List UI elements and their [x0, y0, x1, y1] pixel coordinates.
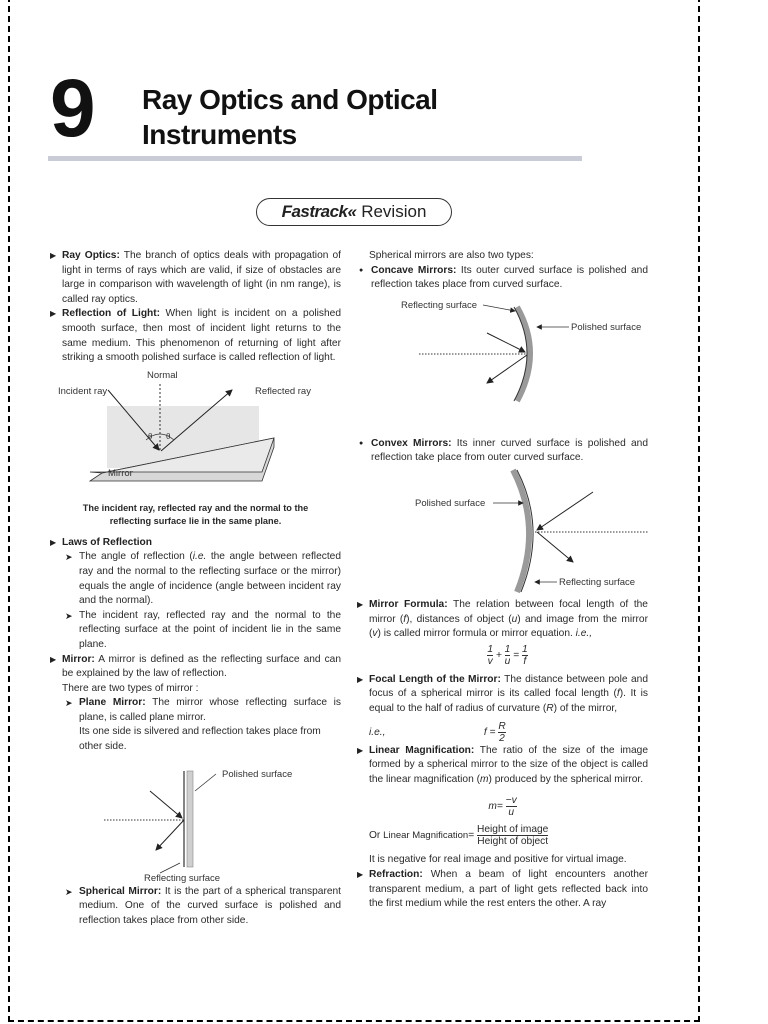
focal-length-item: ▶ Focal Length of the Mirror: The distance between pole and focus of a spherical mirror is its called focal length (f). It is equal to the half of radius of curvature (R) of the mirror,: [357, 673, 648, 717]
reflected-ray-plane: [156, 820, 184, 850]
incident-ray-concave: [487, 333, 525, 352]
reflection-item: [50, 307, 341, 365]
laws-term: Laws of Reflection: [62, 536, 153, 548]
laws-heading: [50, 536, 341, 551]
diagram-caption: The incident ray, reflected ray and the normal to the reflecting surface lie in the same plane.: [82, 502, 309, 526]
concave-polished-label: Polished surface: [571, 321, 642, 333]
mirror-term: Mirror:: [62, 653, 95, 665]
normal-label: Normal: [147, 369, 178, 381]
concave-item: ● Concave Mirrors: Its outer curved surface is polished and reflection takes place from curved surface.: [357, 264, 648, 293]
badge-label: Revision: [361, 202, 427, 221]
polished-surface-label: Polished surface: [222, 768, 293, 780]
reflected-ray-label: Reflected ray: [255, 385, 311, 397]
chapter-title: [142, 82, 438, 152]
law-item-1: ➤ The angle of reflection (i.e. the angle between reflected ray and the normal to the reflecting surface or the mirror) equals the angle of incidence (angle between incident ray and the normal).: [50, 550, 341, 608]
reflected-ray-convex: [537, 532, 573, 562]
ray-optics-text: The branch of optics deals with propagation of light in terms of rays which are valid, if size of obstacles are large in comparison with wavelength of light (in nm range), is called ray optics.: [62, 250, 341, 305]
plane-mirror-term: Plane Mirror:: [79, 697, 146, 709]
spherical-mirror-item: ➤ Spherical Mirror: It is the part of a spherical transparent medium. One of the curved surface is polished and reflection takes place from other side.: [50, 885, 341, 929]
focal-length-term: Focal Length of the Mirror:: [369, 673, 501, 685]
convex-reflecting-label: Reflecting surface: [559, 576, 636, 588]
focal-length-equation: i.e., f = $\frac{R}{2}$: [369, 720, 506, 744]
reflecting-surface-label: Reflecting surface: [144, 872, 221, 884]
ray-optics-term: Ray Optics:: [62, 250, 120, 261]
chapter-number: 9: [50, 63, 96, 154]
mirror-label: Mirror: [108, 467, 133, 479]
chapter-title-line2: Instruments: [142, 119, 297, 150]
concave-reflecting-label: Reflecting surface: [401, 299, 478, 311]
title-divider: [48, 156, 582, 161]
plane-mirror: [187, 771, 193, 867]
law-item-2: ➤ The incident ray, reflected ray and the normal to the reflecting surface at the point of incident lie in the same plane.: [50, 609, 341, 653]
plane-mirror-diagram: [50, 757, 341, 885]
mirror-formula-term: Mirror Formula:: [369, 598, 448, 610]
section-badge: [256, 198, 452, 226]
convex-mirror: [513, 470, 529, 592]
convex-mirror-diagram: [357, 466, 648, 596]
plane-mirror-item: ➤ Plane Mirror: The mirror whose reflecting surface is plane, is called plane mirror.: [50, 696, 341, 725]
reflection-text: When light is incident on a polished smooth surface, then most of incident light returns to the same medium. This phenomenon of returning of light after striking a smooth polished surface is called reflection of light.: [62, 308, 341, 364]
convex-term: Convex Mirrors:: [371, 437, 452, 449]
refraction-item: ▶ Refraction: When a beam of light encounters another transparent medium, a part of light gets reflected back into the first medium while the rest enters the other. A ray: [357, 868, 648, 912]
magnification-equation: m= $\frac{-v}{u}$: [488, 795, 517, 819]
reflection-term: Reflection of Light:: [62, 308, 161, 320]
reflected-ray-concave: [487, 355, 527, 383]
spherical-mirror-term: Spherical Mirror:: [79, 885, 162, 897]
chapter-title-line1: Ray Optics and Optical: [142, 84, 438, 115]
reflection-diagram: [50, 368, 341, 498]
mirror-formula-item: ▶ Mirror Formula: The relation between focal length of the mirror (f), distances of object (u) and image from the mirror (v) is called mirror formula or mirror equation. i.e.,: [357, 598, 648, 642]
magnification-note: It is negative for real image and positive for virtual image.: [369, 854, 627, 866]
concave-term: Concave Mirrors:: [371, 264, 457, 276]
badge-brand: Fastrack«: [281, 202, 357, 221]
spherical-types-text: Spherical mirrors are also two types:: [369, 250, 534, 261]
incident-ray-convex: [537, 492, 593, 530]
magnification-ratio-equation: Or Linear Magnification= $\frac{\text{Height of image}}{\text{Height of object}}$: [369, 824, 549, 848]
magnification-term: Linear Magnification:: [369, 744, 475, 756]
incident-ray-label: Incident ray: [58, 385, 108, 397]
incident-ray-plane: [150, 791, 182, 818]
concave-mirror-diagram: [357, 293, 648, 425]
plane-mirror-note: Its one side is silvered and reflection takes place from other side.: [79, 726, 321, 753]
convex-polished-label: Polished surface: [415, 497, 486, 509]
theta-reflection: θ: [166, 431, 171, 441]
ray-optics-item: [50, 249, 341, 307]
theta-incidence: θ: [148, 431, 153, 441]
mirror-item: ▶ Mirror: A mirror is defined as the reflecting surface and can be explained by the law of reflection.: [50, 653, 341, 682]
left-column: [50, 249, 341, 928]
magnification-item: ▶ Linear Magnification: The ratio of the size of the image formed by a spherical mirror to the size of the object is called the linear magnification (m) produced by the spherical mirror.: [357, 744, 648, 788]
convex-item: ● Convex Mirrors: Its inner curved surface is polished and reflection take place from outer curved surface.: [357, 437, 648, 466]
right-column: [357, 249, 648, 912]
refraction-term: Refraction:: [369, 868, 423, 880]
mirror-types-text: There are two types of mirror :: [62, 682, 199, 694]
mirror-formula-equation: $\frac{1}{v}$ + $\frac{1}{u}$ = $\frac{1}{f}$: [487, 643, 528, 667]
